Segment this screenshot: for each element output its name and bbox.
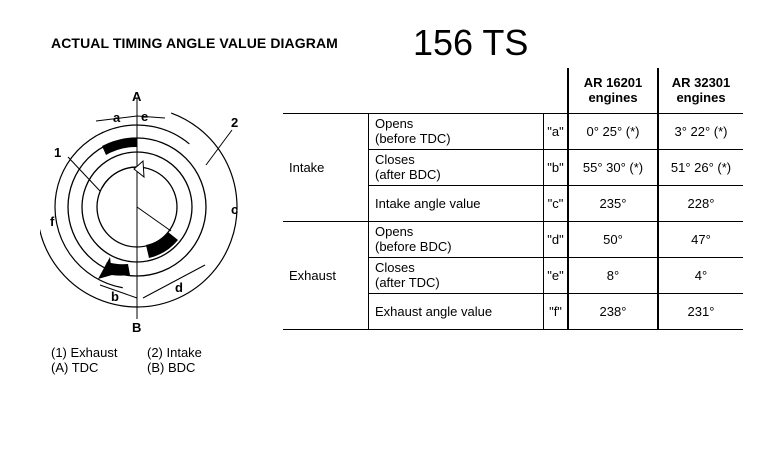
row-value-ar32301: 228° [658,185,743,221]
table-row [283,113,743,149]
row-label: Opens (before BDC) [369,221,544,257]
arc-label-a: a [113,110,121,125]
inner-arrow [102,167,140,188]
diagram-title: ACTUAL TIMING ANGLE VALUE DIAGRAM [51,35,338,51]
arc-d-line [143,265,205,298]
legend-bdc: (B) BDC [147,360,196,375]
inner-arrow-head [134,161,144,177]
group-exhaust: Exhaust [283,221,369,329]
row-value-ar16201: 238° [568,293,658,329]
row-value-ar16201: 8° [568,257,658,293]
model-name: 156 TS [413,22,529,63]
row-value-ar32301: 51° 26° (*) [658,149,743,185]
row-code: "d" [544,221,569,257]
row-value-ar32301: 231° [658,293,743,329]
row-value-ar16201: 55° 30° (*) [568,149,658,185]
table-header-row [283,68,743,113]
row-code: "f" [544,293,569,329]
row-value-ar16201: 50° [568,221,658,257]
row-code: "b" [544,149,569,185]
radius-line [137,207,171,231]
row-code: "e" [544,257,569,293]
row-label: Opens (before TDC) [369,113,544,149]
row-value-ar32301: 4° [658,257,743,293]
row-label: Closes (after BDC) [369,149,544,185]
arc-label-c: c [231,202,239,217]
row-value-ar32301: 3° 22° (*) [658,113,743,149]
row-label: Intake angle value [369,185,544,221]
table-row [283,221,743,257]
timing-table [283,68,743,330]
arc-label-d: d [175,280,183,295]
column-header-ar32301: AR 32301 engines [658,68,743,113]
row-code: "a" [544,113,569,149]
group-intake: Intake [283,113,369,221]
arc-label-f: f [50,214,55,229]
legend [51,345,202,375]
row-label: Closes (after TDC) [369,257,544,293]
legend-tdc: (A) TDC [51,360,99,375]
row-value-ar16201: 235° [568,185,658,221]
legend-intake: (2) Intake [147,345,202,360]
arc-label-e: e [141,109,149,124]
row-code: "c" [544,185,569,221]
column-header-ar16201: AR 16201 engines [568,68,658,113]
row-label: Exhaust angle value [369,293,544,329]
arc-label-b: b [111,289,119,304]
row-value-ar32301: 47° [658,221,743,257]
label-bottom: B [132,320,142,335]
legend-exhaust: (1) Exhaust [51,345,118,360]
label-top: A [132,89,142,104]
leader-2 [206,130,232,165]
timing-diagram [40,85,255,340]
intake-close-sector [146,232,178,258]
label-1: 1 [54,145,62,160]
row-value-ar16201: 0° 25° (*) [568,113,658,149]
exhaust-arrow-head [98,257,112,279]
label-2: 2 [231,115,239,130]
